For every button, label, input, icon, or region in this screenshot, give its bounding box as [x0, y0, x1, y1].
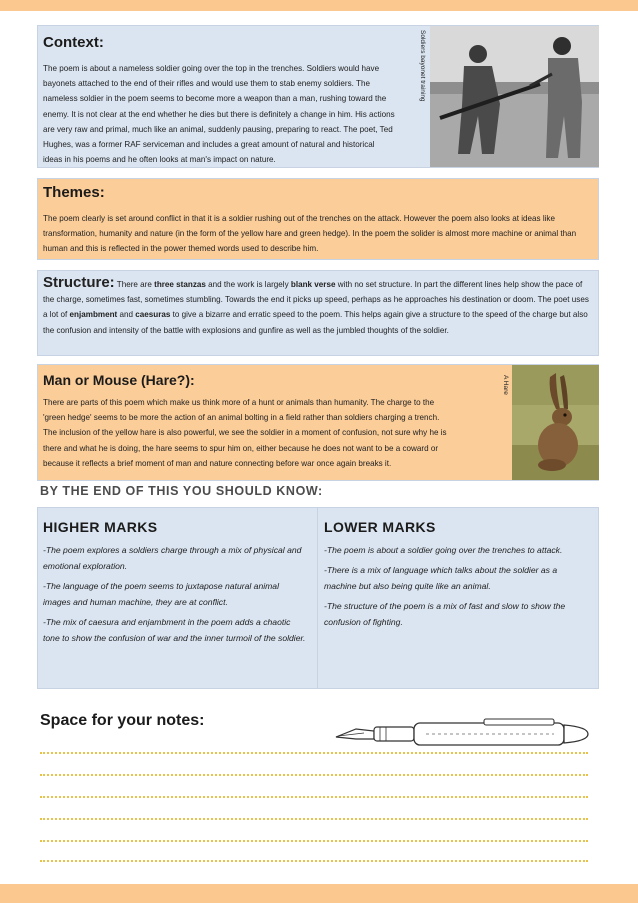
- structure-text-part: and the work is largely: [205, 280, 291, 289]
- top-accent-band: [0, 0, 638, 11]
- list-item: -The mix of caesura and enjambment in the poem adds a chaotic tone to show the confusion of war and the inner turmoil of the soldier.: [43, 617, 306, 643]
- higher-marks-column: [38, 508, 318, 688]
- structure-text-part: to give a bizarre and erratic speed to the poem. This helps again give a structure to the speed of the charge but also the confusion and intensity of the battle with explosions and gunfire as well as the jumbled thoughts of the soldier.: [43, 310, 588, 335]
- note-line: [40, 796, 588, 798]
- fountain-pen-icon: [334, 715, 592, 751]
- themes-heading: Themes:: [43, 184, 105, 201]
- notes-heading: Space for your notes:: [40, 712, 205, 729]
- lower-marks-column: [319, 508, 598, 688]
- marks-table: [37, 507, 599, 689]
- structure-bold-term: enjambment: [69, 310, 118, 320]
- man-or-mouse-panel: [37, 364, 599, 481]
- structure-text-part: There are: [114, 280, 155, 289]
- themes-panel: [37, 178, 599, 260]
- lower-marks-list: [324, 542, 589, 634]
- man-or-mouse-heading: Man or Mouse (Hare?):: [43, 372, 195, 388]
- soldiers-image-caption: Soldiers bayonet training: [419, 30, 426, 102]
- list-item: -The poem explores a soldiers charge through a mix of physical and emotional exploration.: [43, 545, 302, 571]
- bottom-accent-band: [0, 884, 638, 903]
- list-item: -The poem is about a soldier going over the trenches to attack.: [324, 545, 563, 555]
- structure-text: [43, 275, 595, 338]
- structure-panel: [37, 270, 599, 356]
- structure-bold-term: three stanzas: [154, 280, 206, 289]
- higher-marks-list: [43, 542, 308, 650]
- structure-text-part: with no set structure. In part the different lines help show the pace of the charge, sometimes fast, sometimes stumbling. Towards the end it picks up speed, perhaps as he approaches his destination or doom. The poet uses a lot of: [43, 280, 589, 320]
- note-line: [40, 752, 588, 754]
- structure-bold-term: blank verse: [290, 280, 336, 289]
- note-line: [40, 860, 588, 862]
- context-panel: [37, 25, 599, 168]
- list-item: -The language of the poem seems to juxtapose natural animal images and human machine, they are at conflict.: [43, 581, 279, 607]
- lower-marks-heading: LOWER MARKS: [324, 519, 436, 535]
- list-item: -There is a mix of language which talks about the soldier as a machine but also being quite like an animal.: [324, 565, 558, 591]
- structure-text-part: and: [117, 310, 136, 320]
- context-text: The poem is about a nameless soldier going over the top in the trenches. Soldiers would have bayonets attached to the end of their rifles and would use them to stab enemy soldiers. The nameless soldier in the poem seems to become more a weapon than a man, rushing toward the enemy. It is not clear at the end whether he dies but there is definitely a change in him. His actions are very raw and primal, much like an animal, suddenly pausing, preparing to react. The poet, Ted Hughes, was a former RAF serviceman and includes a great amount of natural and historical ideas in his poems and he often looks at man's impact on nature.: [43, 64, 395, 165]
- note-line: [40, 774, 588, 776]
- learning-outcomes-heading: BY THE END OF THIS YOU SHOULD KNOW:: [40, 484, 323, 498]
- hare-image-caption: A Hare: [502, 375, 509, 395]
- note-line: [40, 818, 588, 820]
- themes-text: The poem clearly is set around conflict in that it is a soldier rushing out of the trenches on the attack. However the poem also looks at ideas like transformation, humanity and nature (in the form of the yellow hare and green hedge). In the poem the solider is almost more machine or animal than human and this is reflected in the power themed words used to describe him.: [43, 214, 577, 254]
- structure-heading: Structure:: [43, 274, 115, 291]
- man-or-mouse-text: There are parts of this poem which make us think more of a hunt or animals than humanity. The charge to the 'green hedge' seems to be more the action of an animal bolting in a field rather than soldiers charging a trench. The inclusion of the yellow hare is also powerful, we see the soldier in a moment of confusion, not sure why he is there and what he is doing, the hare seems to spur him on, either because he does not want to be a coward or because it reflects a brief moment of man and nature connecting before war once again breaks it.: [43, 398, 447, 468]
- structure-bold-term: caesuras: [135, 310, 171, 320]
- higher-marks-heading: HIGHER MARKS: [43, 519, 158, 535]
- soldiers-photo: [430, 26, 599, 167]
- context-heading: Context:: [43, 34, 104, 51]
- hare-photo: [512, 365, 599, 480]
- note-line: [40, 840, 588, 842]
- list-item: -The structure of the poem is a mix of fast and slow to show the confusion of fighting.: [324, 601, 566, 627]
